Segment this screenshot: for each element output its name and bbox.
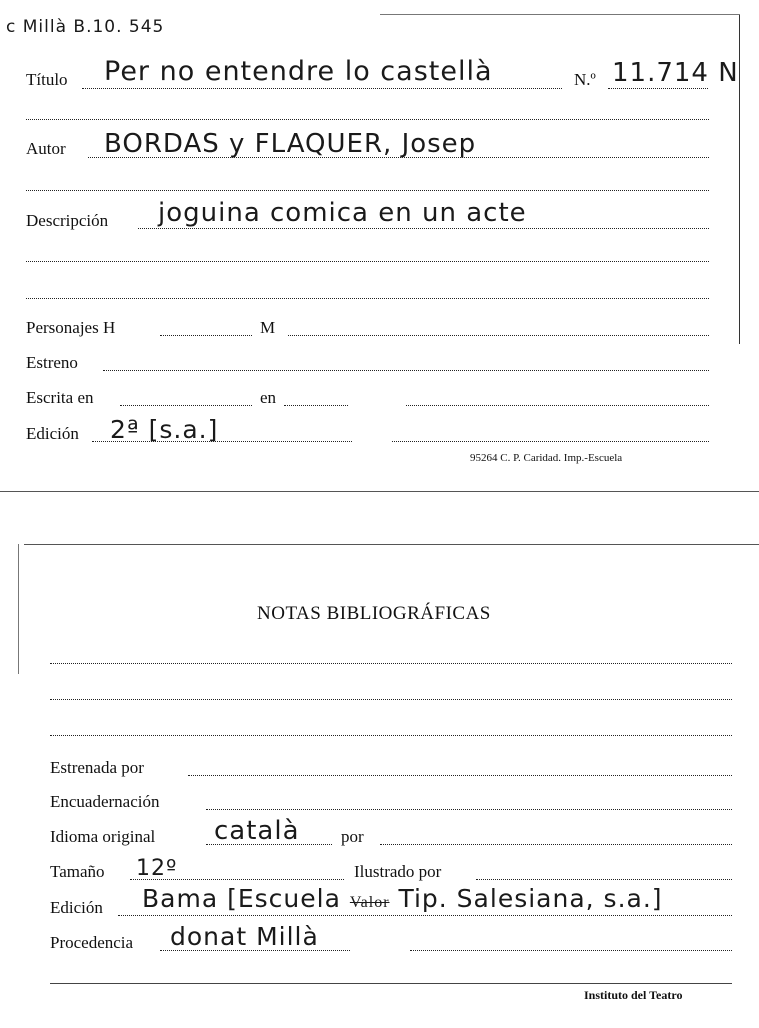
catalog-card-top <box>0 0 759 495</box>
edicion2-value-b: Tip. Salesiana, s.a.] <box>398 884 663 913</box>
personajes-m-label: M <box>260 318 276 337</box>
estrenada-label: Estrenada por <box>50 758 144 777</box>
descripcion-value: joguina comica en un acte <box>158 198 527 228</box>
descripcion-line <box>138 228 709 229</box>
escrita-line <box>120 405 252 406</box>
card2-top-border <box>24 544 759 545</box>
titulo-line-2 <box>26 119 709 120</box>
escrita-en-line <box>284 405 348 406</box>
tamano-label: Tamaño <box>50 862 105 881</box>
card1-top-border <box>380 14 740 15</box>
procedencia-label: Procedencia <box>50 933 134 952</box>
edicion2-struck: Valor <box>349 894 390 911</box>
descripcion-line-3 <box>26 298 709 299</box>
notas-heading: NOTAS BIBLIOGRÁFICAS <box>257 603 491 624</box>
card1-right-border <box>739 14 740 344</box>
titulo-label: Título <box>26 70 68 89</box>
estreno-line <box>103 370 709 371</box>
card2-bottom-rule <box>50 983 732 984</box>
edicion-value: 2ª [s.a.] <box>110 415 219 444</box>
estreno-label: Estreno <box>26 353 78 372</box>
edicion-line-b <box>392 441 709 442</box>
card2-left-border <box>18 544 19 674</box>
edicion2-value-a: Bama [Escuela <box>142 884 341 913</box>
personajes-m-line <box>288 335 709 336</box>
escrita-label: Escrita en <box>26 388 94 407</box>
procedencia-line-b <box>410 950 732 951</box>
procedencia-value: donat Millà <box>170 922 319 951</box>
escrita-extra-line <box>406 405 709 406</box>
encuadernacion-line <box>206 809 732 810</box>
titulo-value: Per no entendre lo castellà <box>104 56 493 87</box>
edicion2-label: Edición <box>50 898 103 917</box>
titulo-line <box>82 88 562 89</box>
idioma-label: Idioma original <box>50 827 156 846</box>
numero-label: N.º <box>574 70 596 89</box>
tamano-value: 12º <box>136 856 178 881</box>
autor-value: BORDAS y FLAQUER, Josep <box>104 129 477 159</box>
edicion2-line <box>118 915 732 916</box>
descripcion-line-2 <box>26 261 709 262</box>
corner-call-number: c Millà B.10. 545 <box>6 17 165 37</box>
notas-line-3 <box>50 735 732 736</box>
escrita-en-label: en <box>260 388 277 407</box>
numero-value: 11.714 N <box>612 58 739 88</box>
card1-bottom-border <box>0 491 759 492</box>
numero-line <box>608 88 708 89</box>
notas-line-2 <box>50 699 732 700</box>
estrenada-line <box>188 775 732 776</box>
edicion-label: Edición <box>26 424 79 443</box>
ilustrado-line <box>476 879 732 880</box>
notas-line-1 <box>50 663 732 664</box>
institute-footer: Instituto del Teatro <box>584 988 683 1002</box>
idioma-value: català <box>214 816 300 846</box>
encuadernacion-label: Encuadernación <box>50 792 160 811</box>
personajes-label: Personajes H <box>26 318 116 337</box>
printer-imprint: 95264 C. P. Caridad. Imp.-Escuela <box>470 452 623 464</box>
personajes-h-line <box>160 335 252 336</box>
autor-label: Autor <box>26 139 66 158</box>
ilustrado-label: Ilustrado por <box>354 862 442 881</box>
descripcion-label: Descripción <box>26 211 109 230</box>
autor-line-2 <box>26 190 709 191</box>
catalog-card-bottom <box>0 540 759 1028</box>
idioma-por-label: por <box>341 827 364 846</box>
idioma-por-line <box>380 844 732 845</box>
edicion2-value <box>142 886 663 911</box>
